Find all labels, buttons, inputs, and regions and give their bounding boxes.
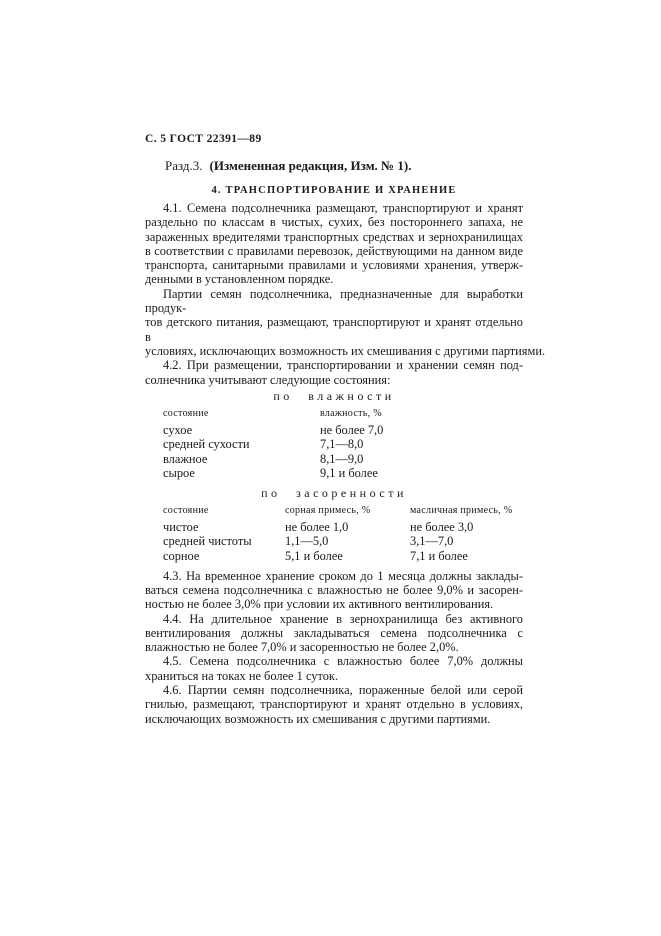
table-cell: не более 1,0 <box>285 519 349 534</box>
table-cell: 9,1 и более <box>320 466 378 481</box>
paragraph-line: в соответствии с правилами перевозок, действующими на данном виде <box>145 243 523 258</box>
paragraph-line: транспорта, санитарными правилами и условиями хранения, утверж- <box>145 258 523 273</box>
table-cell: не более 7,0 <box>320 422 384 437</box>
table-header-cell: состояние <box>163 505 209 517</box>
paragraph-line: 4.3. На временное хранение сроком до 1 месяца должны заклады- <box>163 568 523 583</box>
table-cell: 5,1 и более <box>285 549 343 564</box>
table-row <box>145 520 523 535</box>
paragraph-line: храниться на токах не более 1 суток. <box>145 668 339 683</box>
paragraph-line: исключающих возможность их смешивания с другими партиями. <box>145 711 491 726</box>
table-header-row <box>145 407 523 423</box>
moisture-table <box>145 407 523 481</box>
table-cell: сырое <box>163 466 195 481</box>
para-4-1-continuation <box>145 286 546 358</box>
para-4-6 <box>145 683 523 726</box>
table-cell: влажное <box>163 451 208 466</box>
table-row <box>145 437 523 452</box>
paragraph-line: 4.4. На длительное хранение в зернохранилища без активного <box>163 611 523 626</box>
table-header-cell: масличная примесь, % <box>410 505 513 517</box>
para-4-5 <box>145 654 523 683</box>
revision-note <box>145 158 523 174</box>
table-cell: средней чистоты <box>163 534 252 549</box>
paragraph-line: гнилью, размещают, транспортируют и хранят отдельно в условиях, <box>145 697 523 712</box>
paragraph-line: ваться семена подсолнечника с влажностью не более 9,0% и засорен- <box>145 582 523 597</box>
paragraph-line: Партии семян подсолнечника, предназначенные для выработки продук- <box>145 286 523 316</box>
para-4-3 <box>145 569 523 612</box>
paragraph-line: условиях, исключающих возможность их смешивания с другими партиями. <box>145 343 546 358</box>
paragraph-line: тов детского питания, размещают, транспортируют и хранят отдельно в <box>145 315 523 344</box>
paragraph-line: 4.2. При размещении, транспортировании и хранении семян под- <box>163 358 523 373</box>
contamination-state-heading: по засоренности <box>261 486 407 501</box>
paragraph-line: вентилирования должны закладываться семена подсолнечника с <box>145 625 523 640</box>
table-cell: 7,1—8,0 <box>320 437 364 452</box>
paragraph-line: солнечника учитывают следующие состояния: <box>145 372 391 387</box>
table-cell: 3,1—7,0 <box>410 534 454 549</box>
table-cell: сухое <box>163 422 193 437</box>
table-cell: сорное <box>163 549 200 564</box>
paragraph-line: 4.5. Семена подсолнечника с влажностью более 7,0% должны <box>163 654 523 669</box>
revision-note-prefix: Разд.3. <box>165 158 203 173</box>
para-4-1 <box>145 201 523 287</box>
paragraph-line: влажностью не более 7,0% и засоренностью не более 2,0%. <box>145 640 459 655</box>
body-flow <box>145 201 546 726</box>
table-header-cell: состояние <box>163 408 209 420</box>
paragraph-line: денными в установленном порядке. <box>145 272 334 287</box>
para-4-2 <box>145 358 523 387</box>
paragraph-line: зараженных вредителями транспортных средствах и зернохранилищах <box>145 229 523 244</box>
moisture-state-heading: по влажности <box>273 388 395 403</box>
section-title: 4. ТРАНСПОРТИРОВАНИЕ И ХРАНЕНИЕ <box>211 185 457 196</box>
table-row <box>145 423 523 438</box>
table-cell: средней сухости <box>163 437 250 452</box>
table-row <box>145 534 523 549</box>
table-cell: не более 3,0 <box>410 519 474 534</box>
table-header-row <box>145 504 523 520</box>
table-row <box>145 466 523 481</box>
table-row <box>145 549 523 564</box>
text-block <box>145 133 546 726</box>
table-header-cell: сорная примесь, % <box>285 505 371 517</box>
paragraph-line: 4.6. Партии семян подсолнечника, пораженные белой или серой <box>163 682 523 697</box>
table-cell: 1,1—5,0 <box>285 534 329 549</box>
paragraph-line: 4.1. Семена подсолнечника размещают, транспортируют и хранят <box>163 201 523 215</box>
paragraph-line: раздельно по классам в чистых, сухих, без постороннего запаха, не <box>145 215 523 230</box>
running-header: С. 5 ГОСТ 22391—89 <box>145 133 262 145</box>
table-cell: 8,1—9,0 <box>320 451 364 466</box>
table-cell: 7,1 и более <box>410 549 468 564</box>
paragraph-line: ностью не более 3,0% при условии их активного вентилирования. <box>145 597 494 612</box>
table-cell: чистое <box>163 519 199 534</box>
para-4-4 <box>145 612 523 655</box>
table-row <box>145 452 523 467</box>
table-header-cell: влажность, % <box>320 408 382 420</box>
revision-note-emphasis: (Измененная редакция, Изм. № 1). <box>209 158 412 173</box>
contamination-table <box>145 504 523 563</box>
